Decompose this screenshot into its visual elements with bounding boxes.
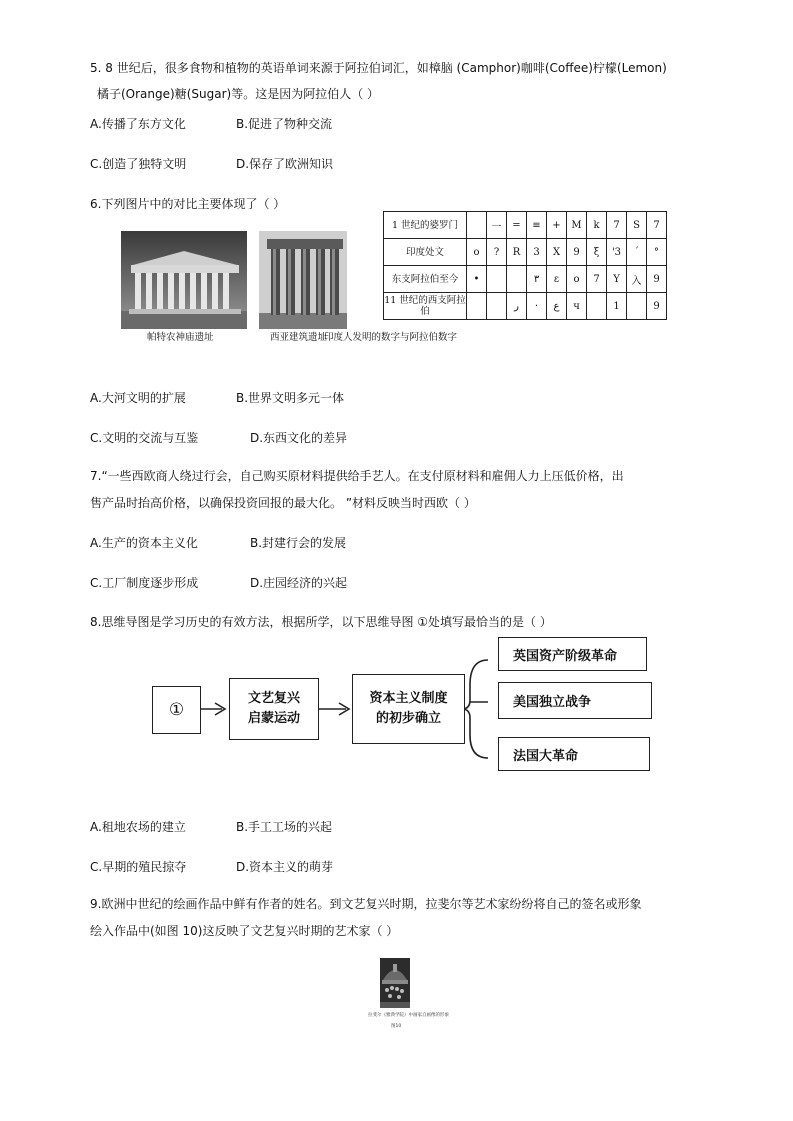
table-cell xyxy=(487,293,507,320)
table-cell: M xyxy=(567,212,587,239)
table-cell xyxy=(587,293,607,320)
table-row xyxy=(384,239,667,266)
raphael-painting-image xyxy=(380,958,410,1008)
q9-stem-line2: 绘入作品中(如图 10)这反映了文艺复兴时期的艺术家（ ） xyxy=(90,924,399,938)
q5-option-d[interactable]: D.保存了欧洲知识 xyxy=(236,157,334,171)
q7-option-b[interactable]: B.封建行会的发展 xyxy=(250,536,347,550)
table-cell: X xyxy=(547,239,567,266)
q5-stem-line1: 5. 8 世纪后，很多食物和植物的英语单词来源于阿拉伯词汇，如樟脑 (Camphor)咖啡(Coffee)柠檬(Lemon) xyxy=(90,61,667,75)
table-cell xyxy=(507,266,527,293)
row-label: 印度处文 xyxy=(384,239,467,266)
mind-map-start-node: ① xyxy=(152,686,201,734)
table-cell xyxy=(467,212,487,239)
table-cell: 9 xyxy=(647,266,667,293)
q5-option-b[interactable]: B.促进了物种交流 xyxy=(236,117,333,131)
q6-option-b[interactable]: B.世界文明多元一体 xyxy=(236,391,345,405)
q8-stem: 8.思维导图是学习历史的有效方法，根据所学，以下思维导图 ①处填写最恰当的是（ ） xyxy=(90,615,552,629)
table-cell: ο xyxy=(467,239,487,266)
table-cell: S xyxy=(627,212,647,239)
q7-option-c[interactable]: C.工厂制度逐步形成 xyxy=(90,576,199,590)
mind-map-branch-american-independence: 美国独立战争 xyxy=(498,682,652,719)
table-cell: 7 xyxy=(607,212,627,239)
q6-stem: 6.下列图片中的对比主要体现了（ ） xyxy=(90,197,286,211)
row-label: 东支阿拉伯至今 xyxy=(384,266,467,293)
table-cell: 1 xyxy=(607,293,627,320)
west-asia-ruins-photo xyxy=(259,231,347,329)
table-row xyxy=(384,266,667,293)
table-cell: ε xyxy=(547,266,567,293)
table-cell: 入 xyxy=(627,266,647,293)
table-cell: = xyxy=(507,212,527,239)
mind-map-node-enlightenment: 文艺复兴 启蒙运动 xyxy=(229,678,319,740)
q9-stem-line1: 9.欧洲中世纪的绘画作品中鲜有作者的姓名。到文艺复兴时期，拉斐尔等艺术家纷纷将自己的签名或形象 xyxy=(90,897,642,911)
table-cell: Y xyxy=(607,266,627,293)
q7-stem-line1: 7.“一些西欧商人绕过行会，自己购买原材料提供给手艺人。在支付原材料和雇佣人力上压低价格，出 xyxy=(90,469,624,483)
table-cell xyxy=(627,293,647,320)
q7-stem-line2: 售产品时抬高价格，以确保投资回报的最大化。 ”材料反映当时西欧（ ） xyxy=(90,496,476,510)
table-cell: 7 xyxy=(647,212,667,239)
table-cell: · xyxy=(527,293,547,320)
mind-map-node-capitalism: 资本主义制度 的初步确立 xyxy=(352,674,465,744)
q8-option-d[interactable]: D.资本主义的萌芽 xyxy=(236,860,334,874)
table-cell xyxy=(467,293,487,320)
q8-option-b[interactable]: B.手工工场的兴起 xyxy=(236,820,333,834)
figure-10-caption: 拉斐尔《雅典学院》中画家自画像的形象 xyxy=(368,1013,449,1018)
mind-map-branch-english-revolution: 英国资产阶级革命 xyxy=(498,637,647,671)
row-label: 1 世纪的婆罗门 xyxy=(384,212,467,239)
table-cell: 9 xyxy=(647,293,667,320)
q7-option-d[interactable]: D.庄园经济的兴起 xyxy=(250,576,348,590)
table-row xyxy=(384,293,667,320)
q6-option-d[interactable]: D.东西文化的差异 xyxy=(250,431,348,445)
parthenon-photo xyxy=(121,231,247,329)
parthenon-caption: 帕特农神庙遗址 xyxy=(147,332,214,343)
table-cell xyxy=(487,266,507,293)
table-cell: ° xyxy=(647,239,667,266)
table-cell: ر xyxy=(507,293,527,320)
table-cell: 9 xyxy=(567,239,587,266)
numeral-table-caption: 印度人发明的数字与阿拉伯数字 xyxy=(324,332,458,343)
table-row xyxy=(384,212,667,239)
q6-option-c[interactable]: C.文明的交流与互鉴 xyxy=(90,431,199,445)
table-cell: ≡ xyxy=(527,212,547,239)
table-cell: ξ xyxy=(587,239,607,266)
table-cell: ´ xyxy=(627,239,647,266)
q8-option-c[interactable]: C.早期的殖民掠夺 xyxy=(90,860,187,874)
figure-10-label: 图10 xyxy=(391,1024,402,1029)
table-cell: R xyxy=(507,239,527,266)
table-cell: ٣ xyxy=(527,266,547,293)
q6-option-a[interactable]: A.大河文明的扩展 xyxy=(90,391,186,405)
table-cell: k xyxy=(587,212,607,239)
numeral-comparison-table xyxy=(383,211,667,320)
q5-stem-line2: 橘子(Orange)糖(Sugar)等。这是因为阿拉伯人（ ） xyxy=(97,87,380,101)
table-cell: ع xyxy=(547,293,567,320)
table-cell: ч xyxy=(567,293,587,320)
table-cell: ο xyxy=(567,266,587,293)
q5-option-a[interactable]: A.传播了东方文化 xyxy=(90,117,186,131)
table-cell: • xyxy=(467,266,487,293)
mind-map-branch-french-revolution: 法国大革命 xyxy=(498,737,650,771)
q5-option-c[interactable]: C.创造了独特文明 xyxy=(90,157,187,171)
q8-option-a[interactable]: A.租地农场的建立 xyxy=(90,820,186,834)
row-label: 11 世纪的西支阿拉伯 xyxy=(384,293,467,320)
table-cell: ? xyxy=(487,239,507,266)
table-cell: 7 xyxy=(587,266,607,293)
q7-option-a[interactable]: A.生产的资本主义化 xyxy=(90,536,198,550)
table-cell: '3 xyxy=(607,239,627,266)
table-cell: 3 xyxy=(527,239,547,266)
table-cell: 一 xyxy=(487,212,507,239)
table-cell: + xyxy=(547,212,567,239)
west-asia-caption: 西亚建筑遗址 xyxy=(270,332,328,343)
